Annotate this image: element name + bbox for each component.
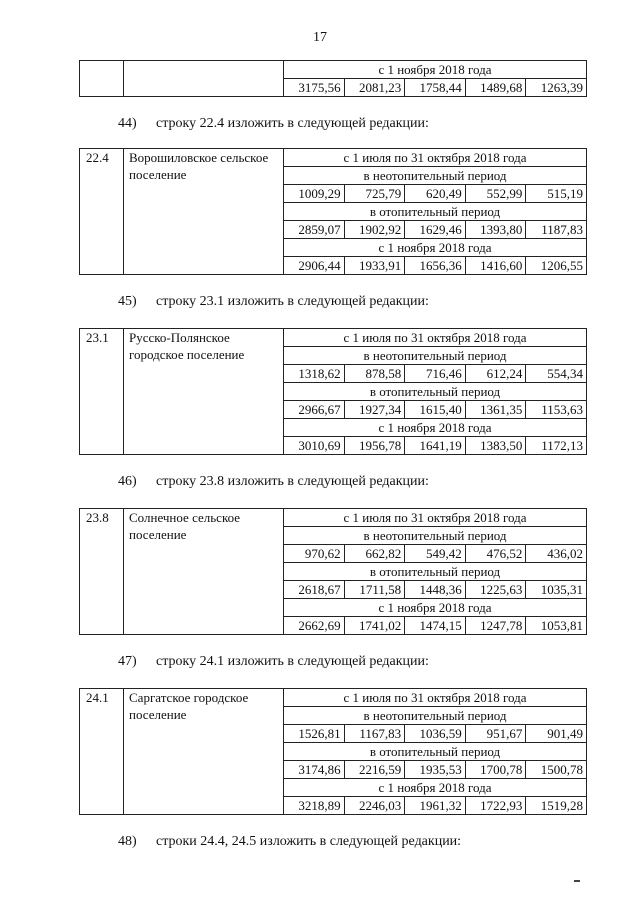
value-cell: 1009,29 [284,185,345,203]
subperiod-label: с 1 ноября 2018 года [284,239,587,257]
tariff-table-24-1 [79,688,587,815]
value-cell: 1153,63 [526,401,587,419]
period-header: с 1 ноября 2018 года [284,61,587,79]
value-cell: 901,49 [526,725,587,743]
row-code: 22.4 [80,149,124,275]
period-header: с 1 июля по 31 октября 2018 года [284,689,587,707]
value-cell: 552,99 [465,185,526,203]
value-cell: 1361,35 [465,401,526,419]
value-cell: 2081,23 [344,79,405,97]
instruction-text: строку 24.1 изложить в следующей редакции: [156,654,429,669]
instruction-number: 44) [118,116,137,131]
value-cell: 1629,46 [405,221,466,239]
value-cell: 1035,31 [526,581,587,599]
value-cell: 970,62 [284,545,345,563]
value-cell: 2216,59 [344,761,405,779]
value-cell: 1393,80 [465,221,526,239]
value-cell: 1416,60 [465,257,526,275]
value-cell: 1656,36 [405,257,466,275]
value-cell: 1263,39 [526,79,587,97]
row-code: 23.8 [80,509,124,635]
period-header: с 1 июля по 31 октября 2018 года [284,329,587,347]
instruction-46 [118,474,429,490]
value-cell: 1206,55 [526,257,587,275]
value-cell: 1053,81 [526,617,587,635]
value-cell: 1933,91 [344,257,405,275]
value-cell: 725,79 [344,185,405,203]
value-cell: 1448,36 [405,581,466,599]
value-cell: 662,82 [344,545,405,563]
value-cell: 1615,40 [405,401,466,419]
instruction-48 [118,834,461,850]
value-cell: 2906,44 [284,257,345,275]
value-cell: 2859,07 [284,221,345,239]
tariff-table-23-8 [79,508,587,635]
subperiod-label: с 1 ноября 2018 года [284,419,587,437]
value-cell: 1758,44 [405,79,466,97]
subperiod-label: в отопительный период [284,563,587,581]
subperiod-label: с 1 ноября 2018 года [284,779,587,797]
value-cell: 554,34 [526,365,587,383]
value-cell: 3010,69 [284,437,345,455]
value-cell: 1711,58 [344,581,405,599]
value-cell: 3218,89 [284,797,345,815]
subperiod-label: с 1 ноября 2018 года [284,599,587,617]
instruction-number: 48) [118,834,137,849]
subperiod-label: в неотопительный период [284,347,587,365]
value-cell: 1902,92 [344,221,405,239]
value-cell: 2662,69 [284,617,345,635]
value-cell: 549,42 [405,545,466,563]
subperiod-label: в неотопительный период [284,167,587,185]
value-cell: 878,58 [344,365,405,383]
period-header: с 1 июля по 31 октября 2018 года [284,149,587,167]
value-cell: 620,49 [405,185,466,203]
settlement-name: Ворошиловское сельское поселение [124,149,284,275]
instruction-44 [118,116,429,132]
value-cell: 3175,56 [284,79,345,97]
table-cell-name [124,61,284,97]
instruction-number: 47) [118,654,137,669]
subperiod-label: в отопительный период [284,743,587,761]
value-cell: 2618,67 [284,581,345,599]
instruction-47 [118,654,429,670]
value-cell: 612,24 [465,365,526,383]
instruction-text: строки 24.4, 24.5 изложить в следующей редакции: [156,834,462,849]
value-cell: 1935,53 [405,761,466,779]
value-cell: 1927,34 [344,401,405,419]
value-cell: 1956,78 [344,437,405,455]
continuation-table [79,60,587,97]
tariff-table-23-1 [79,328,587,455]
instruction-text: строку 23.8 изложить в следующей редакции: [156,474,429,489]
value-cell: 1489,68 [465,79,526,97]
value-cell: 951,67 [465,725,526,743]
instruction-number: 45) [118,294,137,309]
value-cell: 1526,81 [284,725,345,743]
value-cell: 2246,03 [344,797,405,815]
value-cell: 1225,63 [465,581,526,599]
instruction-text: строку 22.4 изложить в следующей редакции: [156,116,429,131]
subperiod-label: в неотопительный период [284,707,587,725]
page-number: 17 [313,30,327,45]
subperiod-label: в неотопительный период [284,527,587,545]
table-cell-code [80,61,124,97]
value-cell: 1036,59 [405,725,466,743]
instruction-number: 46) [118,474,137,489]
value-cell: 1187,83 [526,221,587,239]
value-cell: 1500,78 [526,761,587,779]
value-cell: 476,52 [465,545,526,563]
instruction-45 [118,294,429,310]
value-cell: 1519,28 [526,797,587,815]
value-cell: 1700,78 [465,761,526,779]
value-cell: 1318,62 [284,365,345,383]
tariff-table-22-4 [79,148,587,275]
row-code: 24.1 [80,689,124,815]
value-cell: 1167,83 [344,725,405,743]
value-cell: 1474,15 [405,617,466,635]
settlement-name: Русско-Полянское городское поселение [124,329,284,455]
value-cell: 1961,32 [405,797,466,815]
value-cell: 1741,02 [344,617,405,635]
value-cell: 716,46 [405,365,466,383]
scan-mark [574,880,580,882]
value-cell: 436,02 [526,545,587,563]
value-cell: 1172,13 [526,437,587,455]
value-cell: 515,19 [526,185,587,203]
subperiod-label: в отопительный период [284,383,587,401]
value-cell: 2966,67 [284,401,345,419]
value-cell: 1722,93 [465,797,526,815]
subperiod-label: в отопительный период [284,203,587,221]
value-cell: 1383,50 [465,437,526,455]
row-code: 23.1 [80,329,124,455]
settlement-name: Солнечное сельское поселение [124,509,284,635]
period-header: с 1 июля по 31 октября 2018 года [284,509,587,527]
value-cell: 1247,78 [465,617,526,635]
value-cell: 3174,86 [284,761,345,779]
settlement-name: Саргатское городское поселение [124,689,284,815]
value-cell: 1641,19 [405,437,466,455]
instruction-text: строку 23.1 изложить в следующей редакции: [156,294,429,309]
